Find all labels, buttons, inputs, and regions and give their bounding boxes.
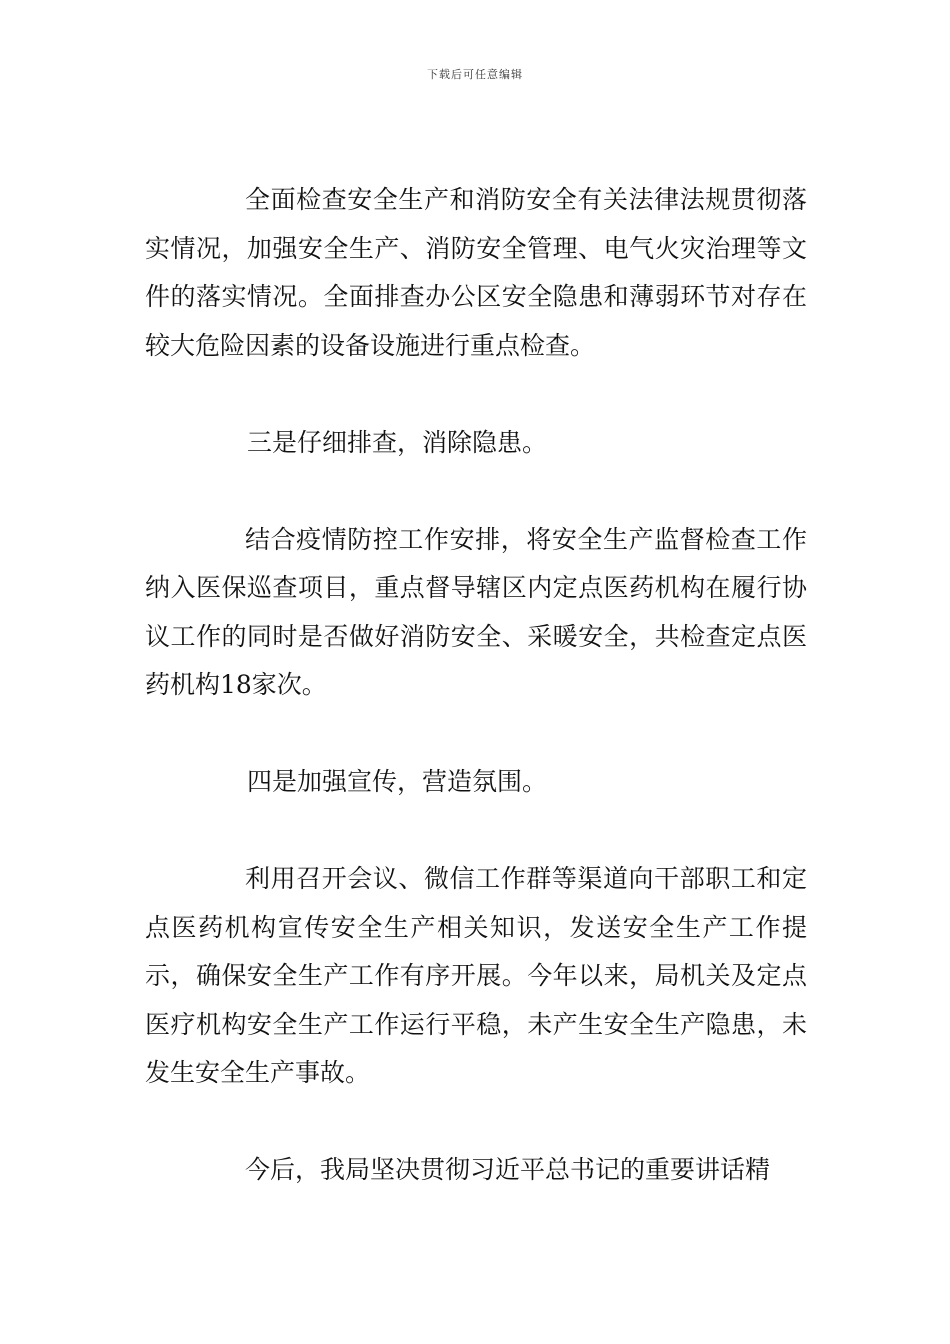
paragraph-gap	[145, 807, 807, 856]
paragraph-epidemic-inspection: 结合疫情防控工作安排，将安全生产监督检查工作纳入医保巡查项目，重点督导辖区内定点医药机构在履行协议工作的同时是否做好消防安全、采暖安全，共检查定点医药机构18家次。	[145, 524, 807, 699]
section-heading-four: 四是加强宣传，营造氛围。	[247, 767, 548, 796]
section-heading-three: 三是仔细排查，消除隐患。	[247, 427, 548, 457]
paragraph-publicity: 利用召开会议、微信工作群等渠道向干部职工和定点医药机构宣传安全生产相关知识，发送安全生产工作提示，确保安全生产工作有序开展。今年以来，局机关及定点医疗机构安全生产工作运行平稳，未产生安全生产隐患，未发生安全生产事故。	[145, 864, 807, 1087]
paragraph-gap	[145, 710, 807, 759]
paragraph-gap	[145, 370, 807, 419]
paragraph-inspection: 全面检查安全生产和消防安全有关法律法规贯彻落实情况，加强安全生产、消防安全管理、电气火灾治理等文件的落实情况。全面排查办公区安全隐患和薄弱环节对存在较大危险因素的设备设施进行重点检查。	[145, 185, 807, 360]
paragraph-future-plans: 今后，我局坚决贯彻习近平总书记的重要讲话精	[245, 1155, 771, 1184]
paragraph-gap	[145, 1098, 807, 1147]
page-header-note: 下载后可任意编辑	[427, 68, 523, 81]
paragraph-gap	[145, 467, 807, 516]
document-body	[145, 176, 807, 1195]
